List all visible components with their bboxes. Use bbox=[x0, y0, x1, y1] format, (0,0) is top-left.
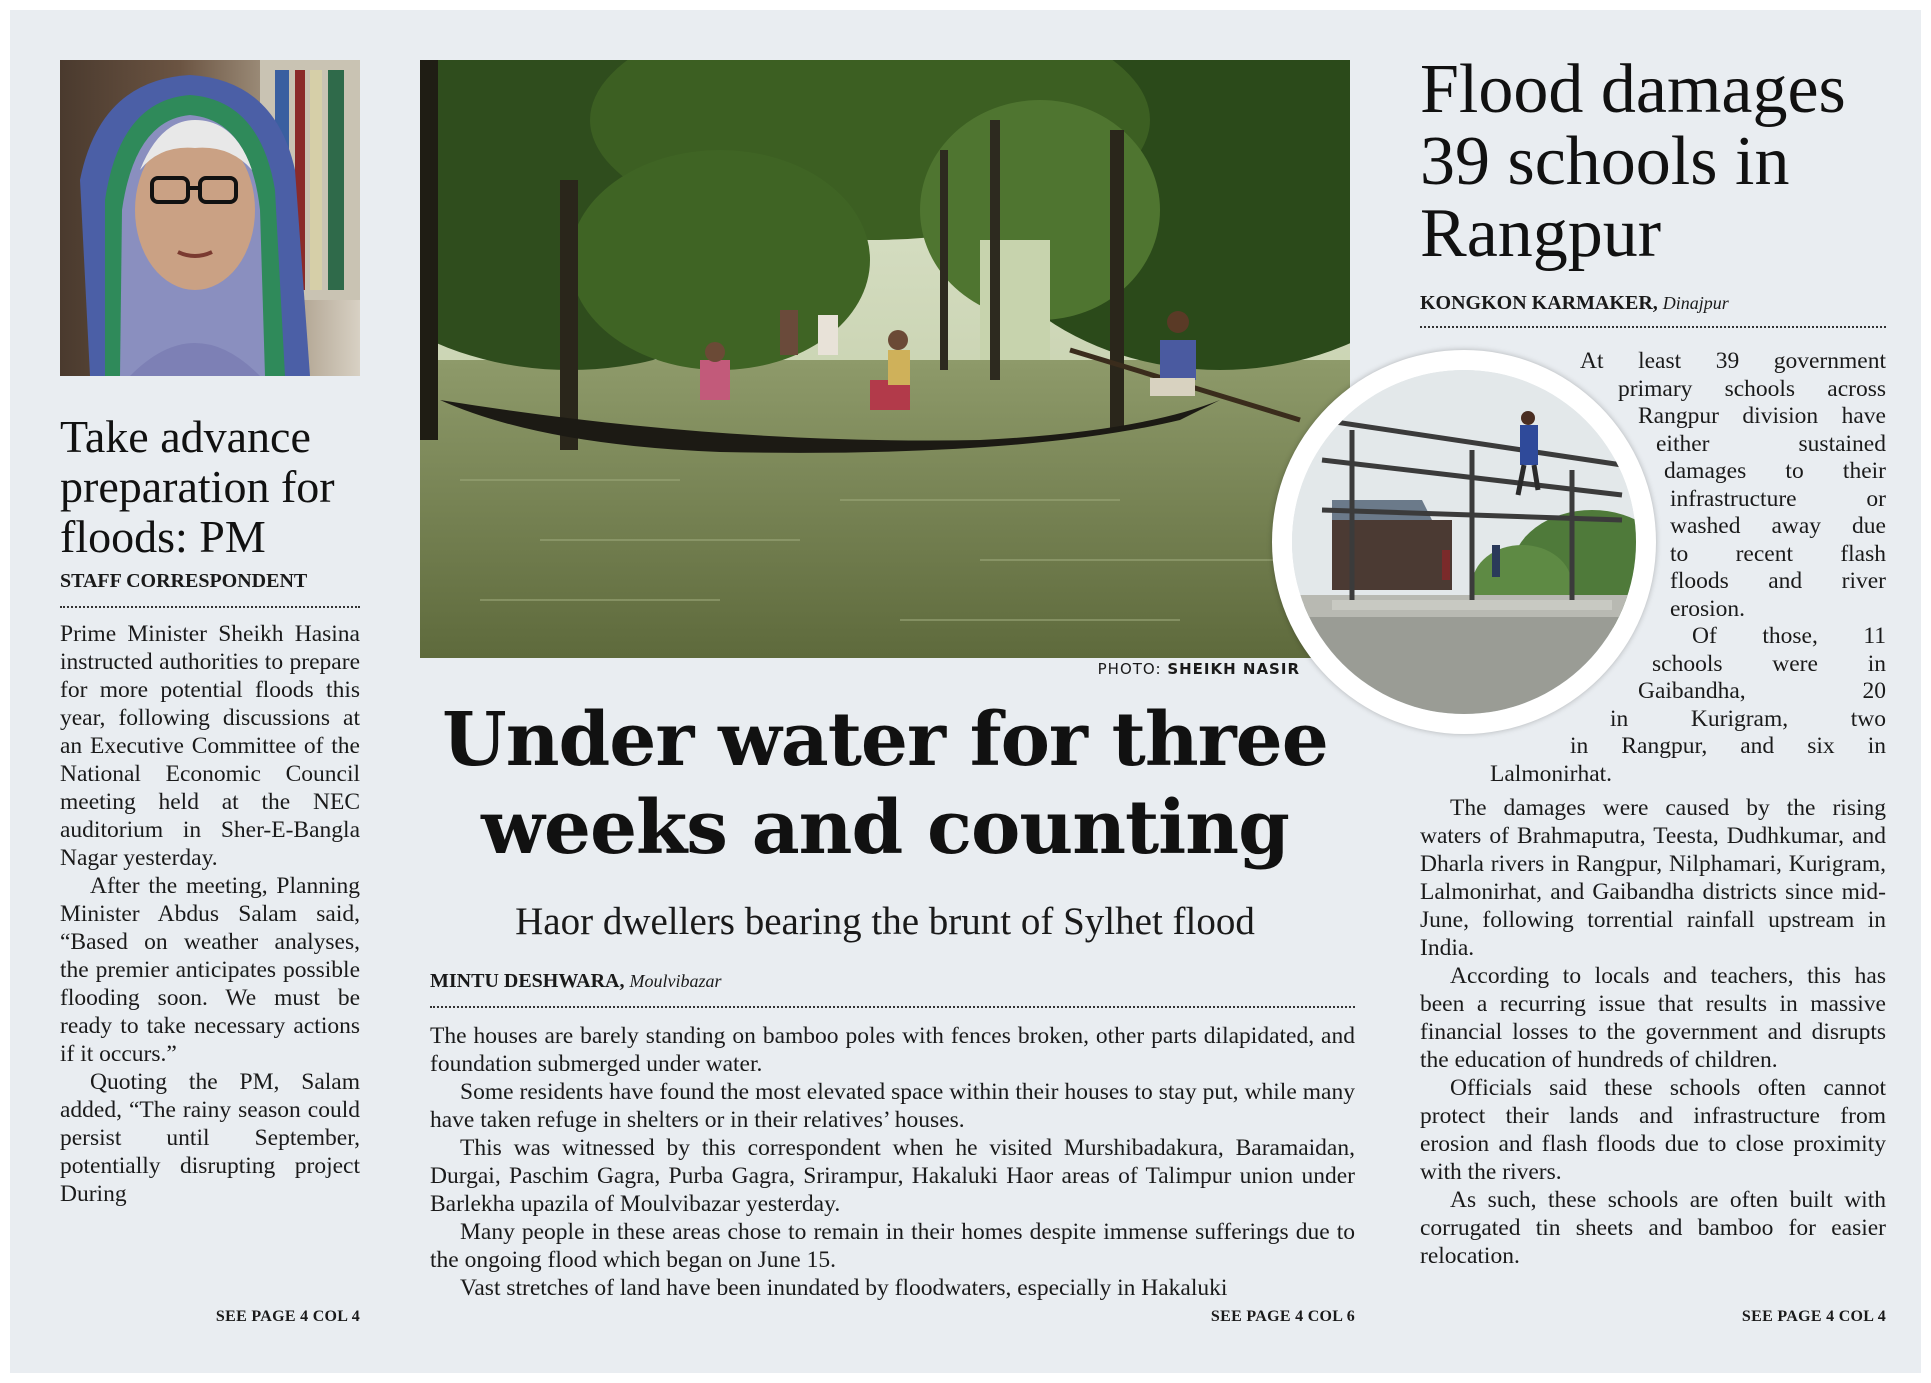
wrap-line: either sustained bbox=[1656, 430, 1886, 457]
right-byline-name: KONGKON KARMAKER, bbox=[1420, 292, 1658, 314]
center-continuation-link[interactable]: SEE PAGE 4 COL 6 bbox=[1210, 1308, 1355, 1325]
photo-credit bbox=[1010, 660, 1300, 678]
pm-portrait-photo bbox=[60, 60, 360, 376]
left-paragraph: After the meeting, Planning Minister Abdus Salam said, “Based on weather analyses, the premier anticipates possible flooding soon. We must be ready to take necessary actions if it occurs.” bbox=[60, 873, 360, 1067]
wrap-line: to recent flash bbox=[1670, 540, 1886, 567]
center-paragraph: Many people in these areas chose to remain in their homes despite immense sufferings due to the ongoing flood which began on June 15. bbox=[430, 1219, 1355, 1273]
right-wrap-lines bbox=[1420, 348, 1886, 788]
wrap-line: schools were in bbox=[1652, 650, 1886, 677]
left-paragraph: Quoting the PM, Salam added, “The rainy season could persist until September, potentially disrupting project During bbox=[60, 1069, 360, 1207]
center-paragraph: The houses are barely standing on bamboo poles with fences broken, other parts dilapidated, and foundation submerged under water. bbox=[430, 1023, 1355, 1077]
right-paragraph: The damages were caused by the rising waters of Brahmaputra, Teesta, Dudhkumar, and Dharla rivers in Rangpur, Nilphamari, Kurigram, Lalmonirhat, and Gaibandha districts since mid-June, following torrential rainfall upstream in India. bbox=[1420, 795, 1886, 961]
right-byline bbox=[1420, 292, 1900, 315]
left-byline-divider bbox=[60, 606, 360, 608]
left-continuation-link[interactable]: SEE PAGE 4 COL 4 bbox=[215, 1308, 360, 1325]
right-headline: Flood damages 39 schools in Rangpur bbox=[1420, 51, 1846, 272]
photo-credit-name: SHEIKH NASIR bbox=[1167, 660, 1300, 678]
wrap-line: erosion. bbox=[1670, 595, 1746, 622]
wrap-line: At least 39 government bbox=[1580, 348, 1886, 374]
main-subheadline: Haor dwellers bearing the brunt of Sylhet flood bbox=[515, 900, 1255, 943]
center-paragraph: Some residents have found the most elevated space within their houses to stay put, while many have taken refuge in shelters or in their relatives’ houses. bbox=[430, 1079, 1355, 1133]
center-byline-place: Moulvibazar bbox=[629, 971, 722, 991]
wrap-line: washed away due bbox=[1670, 513, 1886, 539]
right-byline-place: Dinajpur bbox=[1662, 293, 1729, 313]
left-headline: Take advance preparation for floods: PM bbox=[60, 411, 335, 562]
left-article-body bbox=[60, 620, 360, 1310]
flood-boat-photo bbox=[420, 60, 1350, 658]
center-paragraph: This was witnessed by this correspondent when he visited Murshibadakura, Baramaidan, Durgai, Paschim Gagra, Purba Gagra, Srirampur, Hakaluki Haor areas of Talimpur union under Barlekha upazila of Moulvibazar yesterday. bbox=[430, 1135, 1355, 1217]
center-byline-name: MINTU DESHWARA, bbox=[430, 970, 625, 992]
right-article-body bbox=[1420, 794, 1886, 1306]
wrap-line: Of those, 11 bbox=[1692, 623, 1886, 649]
center-article-body bbox=[430, 1022, 1355, 1302]
wrap-line: primary schools across bbox=[1618, 375, 1886, 402]
main-headline: Under water for three weeks and counting bbox=[442, 697, 1328, 871]
wrap-line: Gaibandha, 20 bbox=[1638, 678, 1886, 704]
right-byline-divider bbox=[1420, 326, 1886, 328]
wrap-line: Rangpur division have bbox=[1638, 403, 1886, 429]
right-continuation-link[interactable]: SEE PAGE 4 COL 4 bbox=[1741, 1308, 1886, 1325]
wrap-line: damages to their bbox=[1664, 458, 1886, 484]
center-paragraph: Vast stretches of land have been inundated by floodwaters, especially in Hakaluki bbox=[460, 1275, 1228, 1301]
wrap-line: Lalmonirhat. bbox=[1490, 760, 1613, 787]
wrap-line: in Kurigram, two bbox=[1610, 705, 1886, 732]
right-paragraph: As such, these schools are often built with corrugated tin sheets and bamboo for easier relocation. bbox=[1420, 1187, 1886, 1269]
center-byline-divider bbox=[430, 1006, 1355, 1008]
left-byline: STAFF CORRESPONDENT bbox=[60, 570, 308, 592]
wrap-line: in Rangpur, and six in bbox=[1570, 733, 1886, 759]
newspaper-page bbox=[10, 10, 1921, 1373]
wrap-line: infrastructure or bbox=[1670, 485, 1886, 512]
photo-credit-label: PHOTO: bbox=[1097, 660, 1162, 678]
center-byline bbox=[430, 970, 1330, 993]
right-paragraph: Officials said these schools often cannot protect their lands and infrastructure from erosion and flash floods due to close proximity with the rivers. bbox=[1420, 1075, 1886, 1185]
right-paragraph: According to locals and teachers, this has been a recurring issue that results in massive financial losses to the government and disrupts the education of hundreds of children. bbox=[1420, 963, 1886, 1073]
wrap-line: floods and river bbox=[1670, 568, 1886, 594]
left-paragraph: Prime Minister Sheikh Hasina instructed authorities to prepare for more potential floods this year, following discussions at an Executive Committee of the National Economic Council meeting held at the NEC auditorium in Sher-E-Bangla Nagar yesterday. bbox=[60, 621, 360, 871]
